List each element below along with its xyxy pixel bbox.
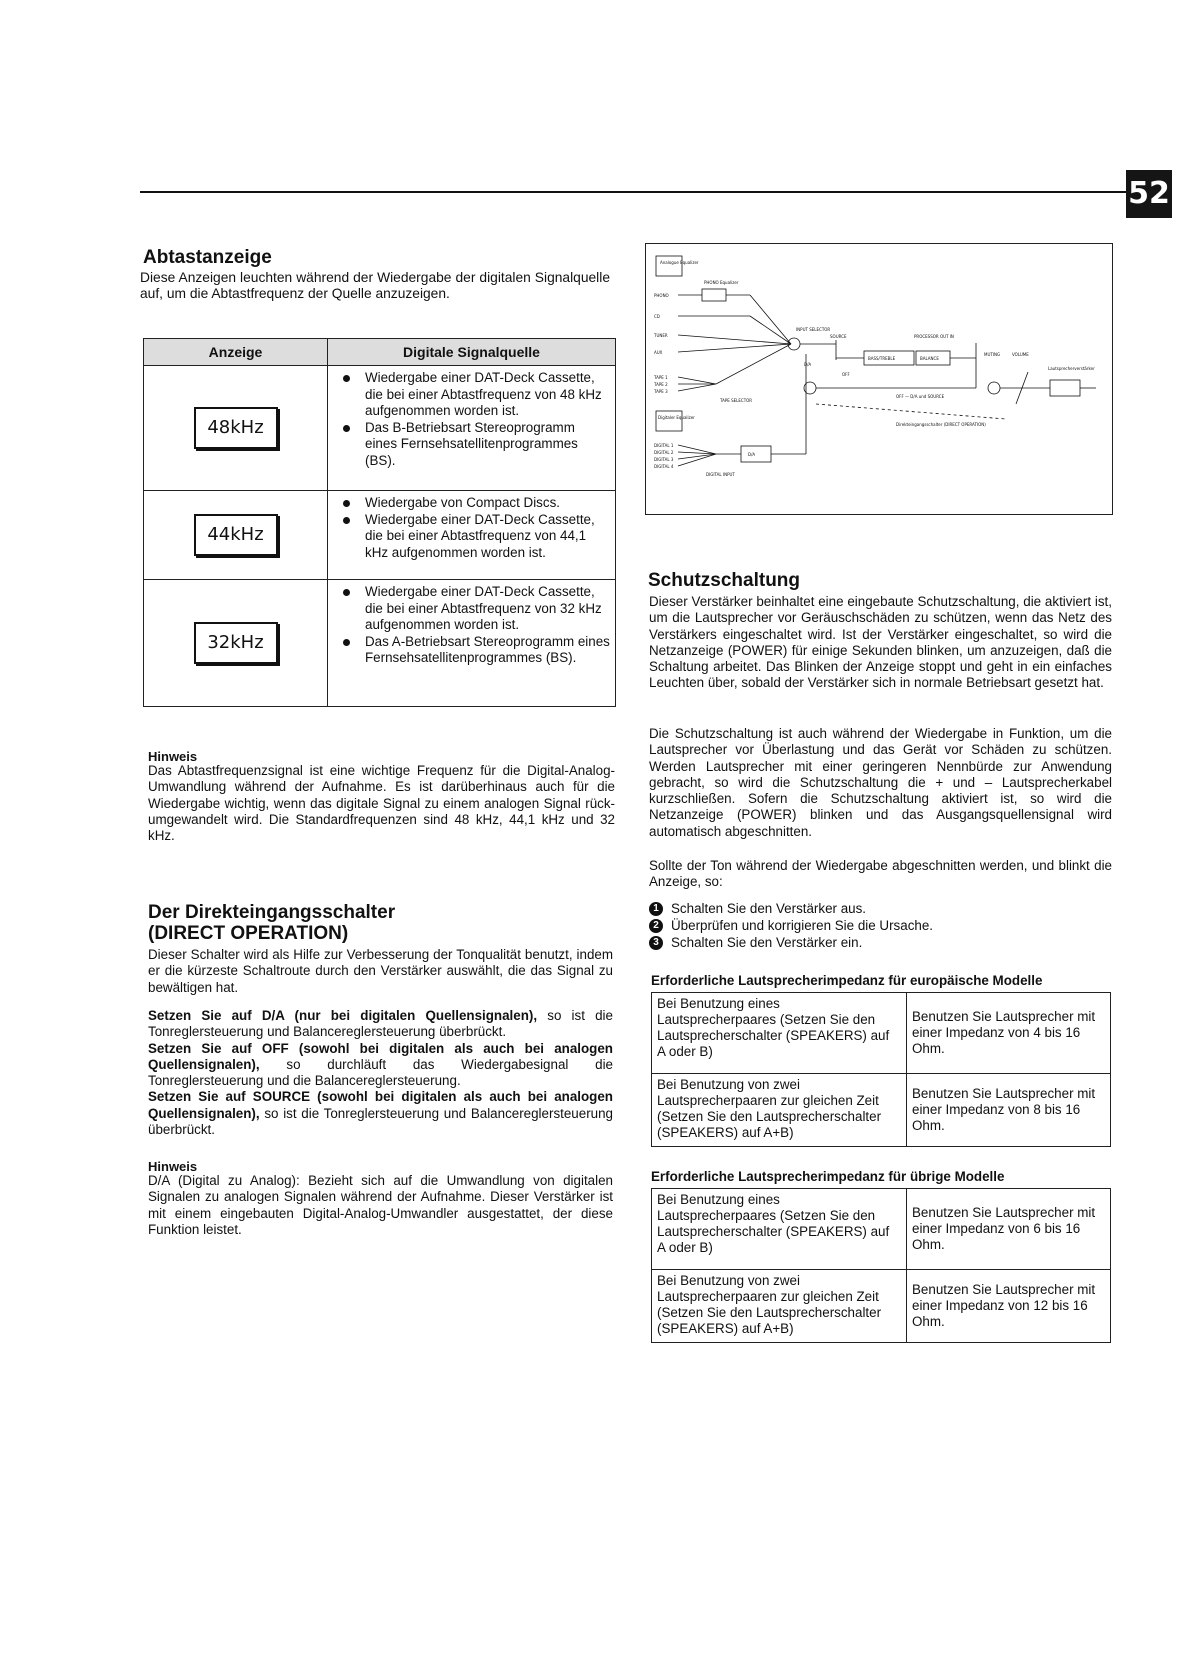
table-row — [144, 580, 616, 707]
setting-source-text: so ist die Tonreglersteuerung und Balancereglersteuerung überbrückt. — [148, 1105, 613, 1138]
step-number: 2 — [649, 919, 663, 933]
list-item: Wiedergabe einer DAT-Deck Cassette, die bei einer Abtastfrequenz von 48 kHz aufgenommen worden ist. — [329, 370, 610, 420]
setting-off-text: so durchläuft das Wiedergabesignal die Tonreglersteuerung und die Balancereglersteuerung. — [148, 1056, 613, 1089]
dl-tape2: TAPE 2 — [654, 382, 668, 387]
dl-off: OFF — [842, 372, 850, 377]
abtast-title: Abtastanzeige — [143, 247, 272, 268]
direct-intro: Dieser Schalter wird als Hilfe zur Verbesserung der Tonqualität benutzt, indem er die kürzeste Schaltroute durch den Verstärker auswählt, die das Signal zu bewältigen hat. — [148, 947, 613, 995]
col-header-source: Digitale Signalquelle — [328, 339, 616, 366]
imp-value: Benutzen Sie Lautsprecher mit einer Impedanz von 6 bis 16 Ohm. — [907, 1189, 1111, 1270]
dl-speaker-amp: Lautsprecherverstärker — [1048, 366, 1095, 371]
dl-phono: PHONO — [654, 293, 669, 298]
direct-note-text: D/A (Digital zu Analog): Bezieht sich auf die Umwandlung von digitalen Signalen zu analogen Signalen während der Aufnahme. Dieser Verstärker ist mit einem eingebauten Digital-Analog-Umwandler ausgestattet, der diese Funktion leistet. — [148, 1173, 613, 1237]
block-diagram-svg — [646, 244, 1112, 514]
direct-title-1: Der Direkteingangsschalter — [148, 902, 396, 923]
dl-direct-op: Direkteingangsschalter (DIRECT OPERATION) — [896, 422, 986, 427]
dl-cd: CD — [654, 314, 660, 319]
schutz-p3: Sollte der Ton während der Wiedergabe abgeschnitten werden, und blinkt die Anzeige, so: — [649, 858, 1112, 890]
table-row — [144, 366, 616, 491]
table-row — [652, 1189, 1111, 1270]
dl-source: SOURCE — [830, 334, 847, 339]
lcd-48khz: 48kHz — [194, 407, 278, 449]
schutz-p2: Die Schutzschaltung ist auch während der Wiedergabe in Funktion, um die Lautsprecher vor Überlastung und das Gerät vor Schäden zu schützen. Werden Lautsprecher mit einer geringeren Nennbürde zur Anwendung gebracht, so wird die Schutzschaltung die + und – Lautsprecherkabel kurzschließen. Sofern die Schutzschaltung aktiviert ist, so wird die Netzanzeige (POWER) blinken und das Ausgangsquellensignal wird automatisch abgeschnitten. — [649, 726, 1112, 839]
da-converter-box — [741, 446, 771, 462]
signal-block-diagram — [645, 243, 1113, 515]
dl-digital1: DIGITAL 1 — [654, 443, 674, 448]
dl-da-source: OFF — D/A und SOURCE — [896, 394, 945, 399]
imp-other-title: Erforderliche Lautsprecherimpedanz für übrige Modelle — [651, 1169, 1005, 1184]
abtast-intro: Diese Anzeigen leuchten während der Wiedergabe der digitalen Signalquelle auf, um die Abtastfrequenz der Quelle anzuzeigen. — [140, 270, 610, 302]
col-header-display: Anzeige — [144, 339, 328, 366]
lcd-32khz: 32kHz — [194, 622, 278, 664]
dl-tape1: TAPE 1 — [654, 375, 668, 380]
dl-digital4: DIGITAL 4 — [654, 464, 674, 469]
imp-condition: Bei Benutzung eines Lautsprecherpaares (Setzen Sie den Lautsprecherschalter (SPEAKERS) auf A oder B) — [652, 1189, 907, 1270]
dl-digital-input: DIGITAL INPUT — [706, 472, 735, 477]
dl-tuner: TUNER — [654, 333, 668, 338]
dl-muting: MUTING — [984, 352, 1001, 357]
table-row — [144, 491, 616, 580]
dl-processor: PROCESSOR OUT IN — [914, 334, 954, 339]
list-item: Wiedergabe einer DAT-Deck Cassette, die bei einer Abtastfrequenz von 32 kHz aufgenommen worden ist. — [329, 584, 610, 634]
imp-value: Benutzen Sie Lautsprecher mit einer Impedanz von 4 bis 16 Ohm. — [907, 993, 1111, 1074]
list-item: Wiedergabe einer DAT-Deck Cassette, die bei einer Abtastfrequenz von 44,1 kHz aufgenommen worden ist. — [329, 512, 610, 562]
step-number: 1 — [649, 902, 663, 916]
impedance-other-table — [651, 1188, 1111, 1343]
step-number: 3 — [649, 936, 663, 950]
dl-digital2: DIGITAL 2 — [654, 450, 674, 455]
imp-condition: Bei Benutzung eines Lautsprecherpaares (Setzen Sie den Lautsprecherschalter (SPEAKERS) auf A oder B) — [652, 993, 907, 1074]
dl-digital3: DIGITAL 3 — [654, 457, 674, 462]
dl-digital-eq: Digitaler Equalizer — [658, 415, 695, 420]
setting-off-bold: Setzen Sie auf OFF (sowohl bei digitalen als auch bei analogen Quellensignalen), — [148, 1040, 613, 1072]
imp-value: Benutzen Sie Lautsprecher mit einer Impedanz von 12 bis 16 Ohm. — [907, 1270, 1111, 1343]
table-row — [652, 1074, 1111, 1147]
abtast-note-title: Hinweis — [148, 749, 198, 764]
imp-eu-title: Erforderliche Lautsprecherimpedanz für europäische Modelle — [651, 973, 1043, 988]
dl-analog-eq: Analogue Equalizer — [660, 260, 699, 265]
imp-condition: Bei Benutzung von zwei Lautsprecherpaaren zur gleichen Zeit (Setzen Sie den Lautsprecherschalter (SPEAKERS) auf A+B) — [652, 1270, 907, 1343]
direct-title-2: (DIRECT OPERATION) — [148, 923, 349, 944]
table-row — [652, 1270, 1111, 1343]
muting-node — [988, 382, 1000, 394]
setting-da-text: so ist die Tonreglersteuerung und Balancereglersteuerung überbrückt. — [148, 1008, 613, 1040]
digital-eq-box — [656, 411, 682, 431]
header-rule — [140, 191, 1158, 193]
abtast-note-text: Das Abtastfrequenzsignal ist eine wichtige Frequenz für die Digital-Analog-Umwandlung während der Aufnahme. Es ist darüberhinaus auch für die Wiedergabe wichtig, wenn das digitale Signal zu einem analogen Signal rück-umgewandelt wird. Die Standardfrequenzen sind 48 kHz, 44,1 kHz und 32 kHz. — [148, 763, 615, 844]
dl-da: D/A — [804, 362, 812, 367]
list-item: Das A-Betriebsart Stereoprogramm eines Fernsehsatellitenprogrammes (BS). — [329, 634, 610, 667]
dl-balance: BALANCE — [920, 356, 939, 361]
sampling-table — [143, 338, 616, 707]
step-item: 2 Überprüfen und korrigieren Sie die Ursache. — [649, 917, 1112, 934]
analog-eq-box — [656, 256, 682, 276]
schutz-title: Schutzschaltung — [648, 570, 801, 591]
dl-tape-selector: TAPE SELECTOR — [720, 398, 753, 403]
dl-tape3: TAPE 3 — [654, 389, 668, 394]
impedance-eu-table — [651, 992, 1111, 1147]
dl-volume: VOLUME — [1012, 352, 1029, 357]
schutz-p1: Dieser Verstärker beinhaltet eine eingebaute Schutzschaltung, die aktiviert ist, um die Lautsprecher vor Geräuschschäden zu schützen, wenn das Netz des Verstärkers eingeschaltet wird. Ist der Verstärker eingeschaltet, so wird die Netzanzeige (POWER) für einige Sekunden blinken, um anzuzeigen, daß die Schaltung arbeitet. Das Blinken der Anzeige stoppt und geht in ein einfaches Leuchten über, sobald der Verstärker sich in normale Betriebsart gesetzt hat. — [649, 594, 1112, 691]
list-item: Das B-Betriebsart Stereoprogramm eines Fernsehsatellitenprogrammes (BS). — [329, 420, 610, 470]
table-row — [652, 993, 1111, 1074]
direct-settings — [148, 1008, 613, 1138]
imp-condition: Bei Benutzung von zwei Lautsprecherpaaren zur gleichen Zeit (Setzen Sie den Lautsprecherschalter (SPEAKERS) auf A+B) — [652, 1074, 907, 1147]
imp-value: Benutzen Sie Lautsprecher mit einer Impedanz von 8 bis 16 Ohm. — [907, 1074, 1111, 1147]
lcd-44khz: 44kHz — [194, 514, 278, 556]
speaker-amp-box — [1050, 380, 1080, 396]
page-number: 52 — [1126, 170, 1172, 218]
direct-note-title: Hinweis — [148, 1159, 198, 1174]
dl-da-conv: D/A — [748, 452, 756, 457]
dl-aux: AUX — [654, 350, 663, 355]
step-item: 3 Schalten Sie den Verstärker ein. — [649, 934, 1112, 951]
setting-da-bold: Setzen Sie auf D/A (nur bei digitalen Quellensignalen), — [148, 1008, 538, 1023]
dl-bass-treble: BASS/TREBLE — [868, 356, 896, 361]
dl-phono-eq: PHONO Equalizer — [704, 280, 739, 285]
step-item: 1 Schalten Sie den Verstärker aus. — [649, 900, 1112, 917]
dl-input-selector: INPUT SELECTOR — [796, 327, 831, 332]
schutz-steps — [649, 900, 1112, 951]
phono-eq-box — [702, 289, 726, 301]
list-item: Wiedergabe von Compact Discs. — [329, 495, 610, 512]
setting-source-bold: Setzen Sie auf SOURCE (sowohl bei digitalen als auch bei analogen Quellensignalen), — [148, 1089, 613, 1121]
